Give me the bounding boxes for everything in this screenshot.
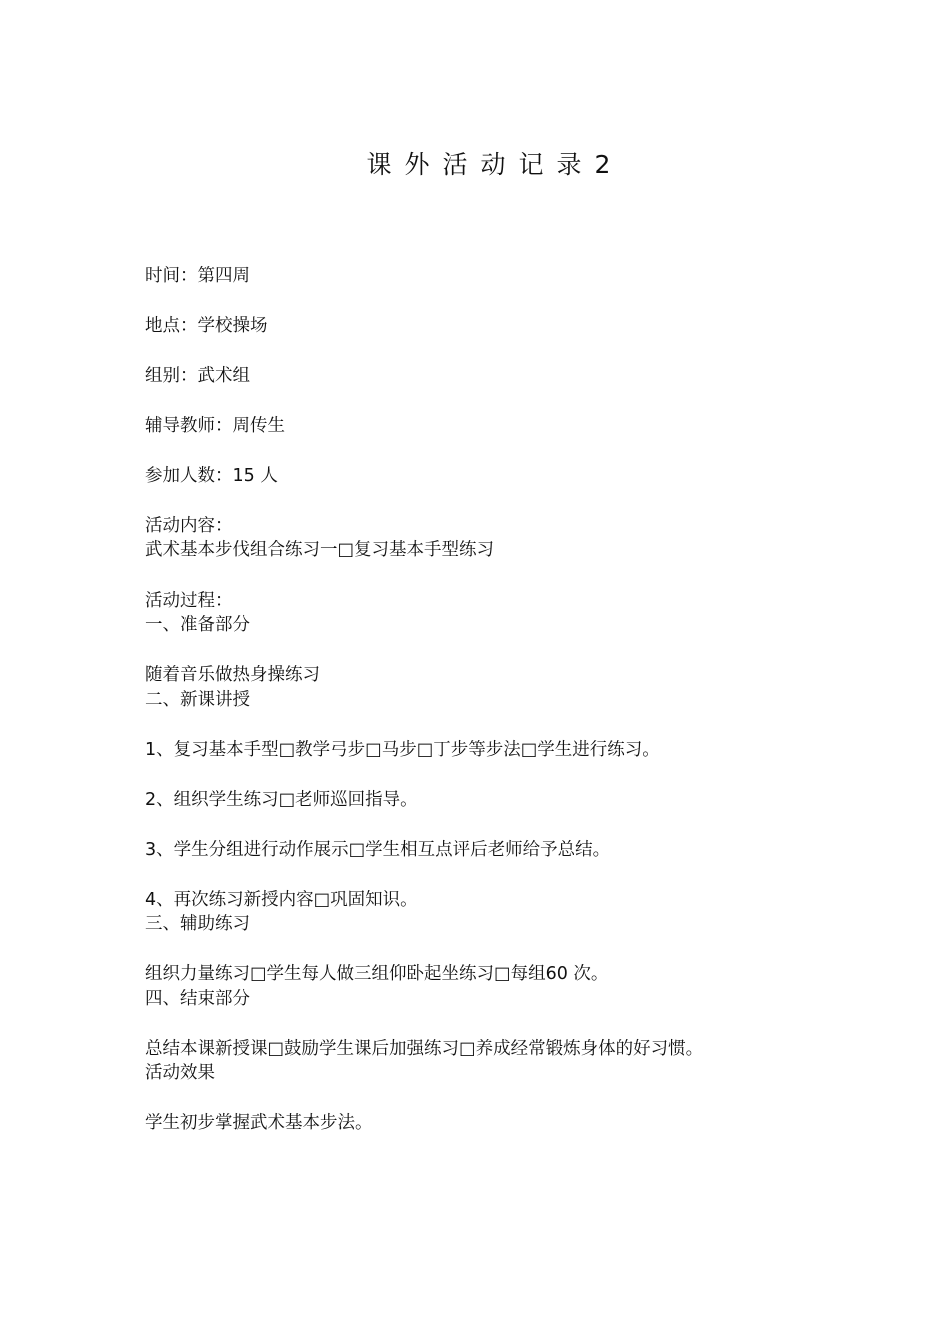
participants-line: 参加人数：15 人 xyxy=(145,466,278,486)
teacher-line: 辅导教师：周传生 xyxy=(145,416,285,436)
effect-heading: 活动效果 xyxy=(145,1063,215,1083)
content-heading: 活动内容： xyxy=(145,516,233,536)
group-line: 组别：武术组 xyxy=(145,366,250,386)
location-line: 地点：学校操场 xyxy=(145,316,268,336)
effect-text: 学生初步掌握武术基本步法。 xyxy=(145,1113,373,1133)
process-heading: 活动过程： xyxy=(145,591,233,611)
auxiliary-text: 组织力量练习□学生每人做三组仰卧起坐练习□每组60 次。 xyxy=(145,964,609,984)
new-lesson-step-1: 1、复习基本手型□教学弓步□马步□丁步等步法□学生进行练习。 xyxy=(145,740,660,760)
content-text: 武术基本步伐组合练习一□复习基本手型练习 xyxy=(145,540,495,560)
section-new-lesson-heading: 二、新课讲授 xyxy=(145,690,250,710)
new-lesson-step-2: 2、组织学生练习□老师巡回指导。 xyxy=(145,790,418,810)
preparation-text: 随着音乐做热身操练习 xyxy=(145,665,320,685)
section-ending-heading: 四、结束部分 xyxy=(145,989,250,1009)
document-title: 课外活动记录2 xyxy=(366,150,624,179)
new-lesson-step-4: 4、再次练习新授内容□巩固知识。 xyxy=(145,890,418,910)
section-auxiliary-heading: 三、辅助练习 xyxy=(145,914,250,934)
section-preparation-heading: 一、准备部分 xyxy=(145,615,250,635)
time-line: 时间：第四周 xyxy=(145,266,250,286)
new-lesson-step-3: 3、学生分组进行动作展示□学生相互点评后老师给予总结。 xyxy=(145,840,611,860)
ending-text: 总结本课新授课□鼓励学生课后加强练习□养成经常锻炼身体的好习惯。 xyxy=(145,1039,704,1059)
